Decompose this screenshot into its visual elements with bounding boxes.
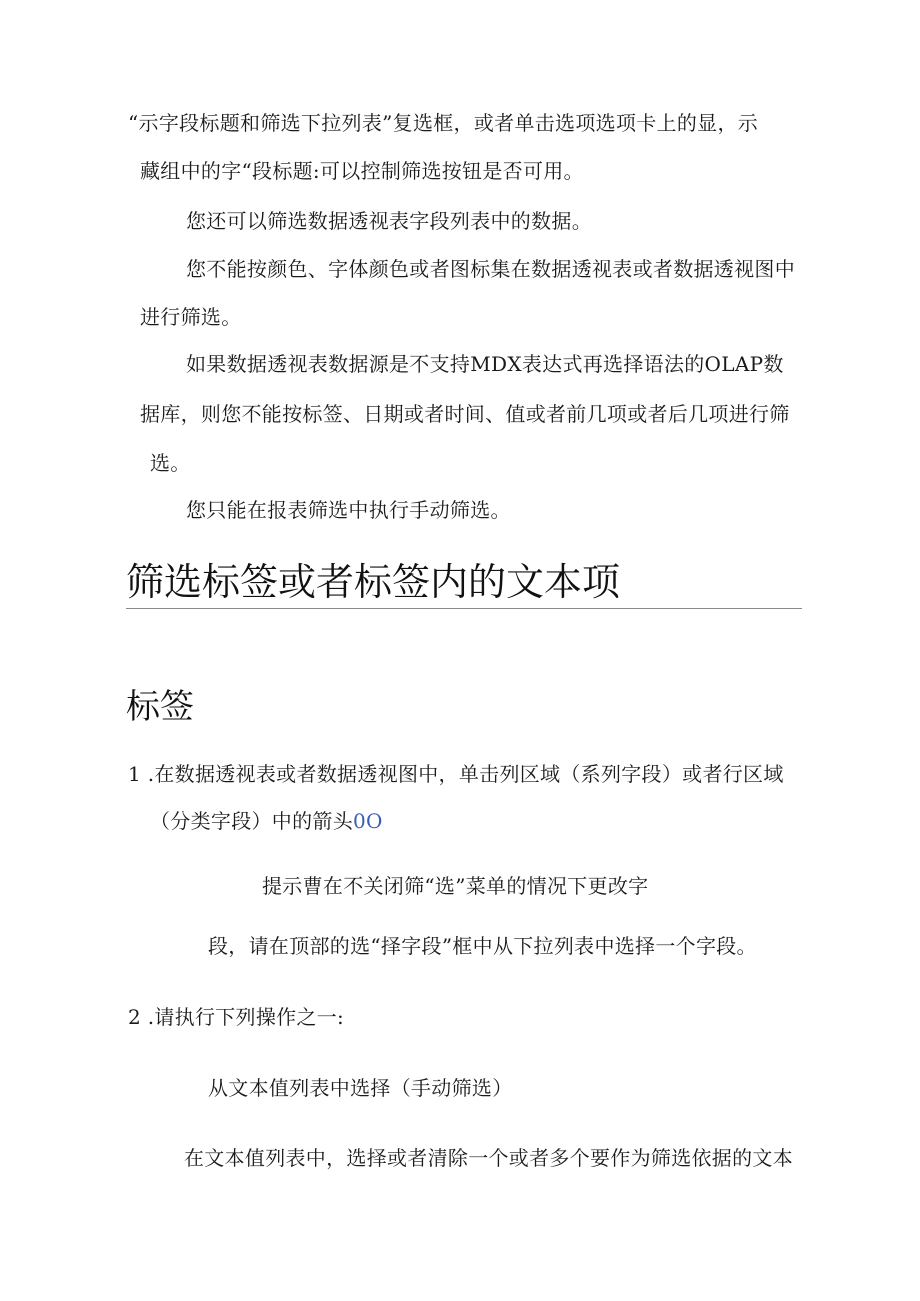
tip-line-1: 提示曹在不关闭筛“选”菜单的情况下更改字 [262,874,649,898]
paragraph-4-line-3: 选。 [150,451,191,475]
paragraph-5: 您只能在报表筛选中执行手动筛选。 [186,498,511,522]
paragraph-1-line-2: 藏组中的字“段标题:可以控制筛选按钮是否可用。 [140,159,584,183]
step-2-number: 2 [128,1005,142,1029]
step-1-line-1 [128,760,784,788]
paragraph-3-line-1: 您不能按颜色、字体颜色或者图标集在数据透视表或者数据透视图中 [186,257,795,281]
paragraph-4-line-2: 据库，则您不能按标签、日期或者时间、值或者前几项或者后几项进行筛 [140,402,790,426]
step-2-text: .请执行下列操作之一: [147,1005,345,1029]
option-1-title: 从文本值列表中选择（手动筛选） [208,1076,513,1100]
step-1-text: .在数据透视表或者数据透视图中，单击列区域（系列字段）或者行区域 [147,762,784,786]
step-1-number: 1 [128,762,142,786]
step-2-line [128,1003,344,1031]
option-1-text: 在文本值列表中，选择或者清除一个或者多个要作为筛选依据的文本 [184,1146,793,1170]
subsection-heading: 标签 [126,687,194,727]
paragraph-3-line-2: 进行筛选。 [140,305,242,329]
step-1-line-2 [150,807,383,835]
step-1-text-2: （分类字段）中的箭头 [150,809,353,833]
heading-underline [126,608,802,609]
section-heading: 筛选标签或者标签内的文本项 [126,560,621,604]
paragraph-1-line-1: “示字段标题和筛选下拉列表”复选框，或者单击选项选项卡上的显，示 [128,111,759,135]
tip-line-2: 段，请在顶部的选“择字段”框中从下拉列表中选择一个字段。 [208,934,757,958]
paragraph-4-line-1: 如果数据透视表数据源是不支持MDX表达式再选择语法的OLAP数 [186,352,784,376]
paragraph-2: 您还可以筛选数据透视表字段列表中的数据。 [186,209,592,233]
arrow-icon: 0O [353,809,383,833]
